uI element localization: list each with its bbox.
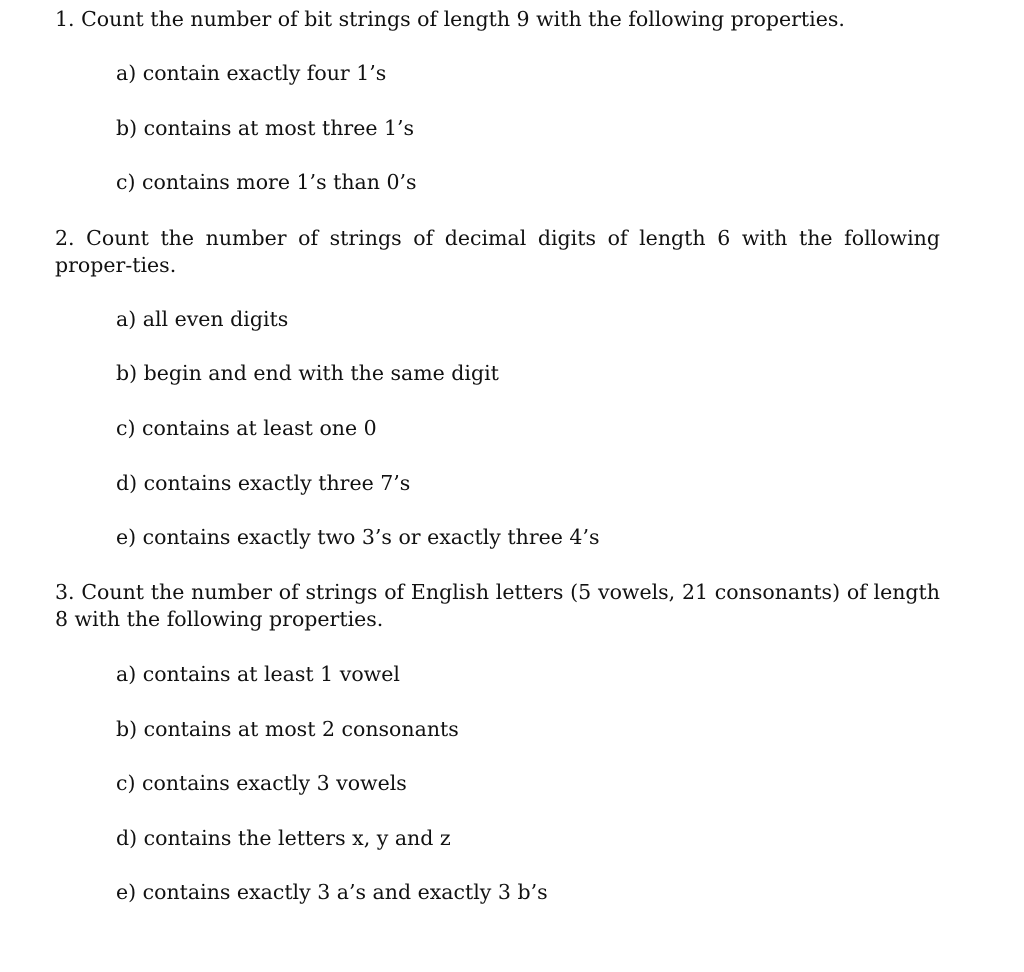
problem-1-part-a: a) contain exactly four 1’s [116, 61, 387, 85]
problem-text: Count the number of strings of English letters (5 vowels, 21 consonants) of length 8 with the following properties. [55, 580, 940, 631]
problem-3-part-c: c) contains exactly 3 vowels [116, 771, 407, 795]
problem-text: Count the number of bit strings of length 9 with the following properties. [81, 7, 845, 31]
problem-number: 1. [55, 7, 75, 31]
problem-2-part-b: b) begin and end with the same digit [116, 361, 499, 385]
problem-number: 2. [55, 226, 75, 250]
problem-2-prompt [55, 225, 940, 279]
problem-number: 3. [55, 580, 75, 604]
problem-1-part-b: b) contains at most three 1’s [116, 116, 415, 140]
problem-1-part-c: c) contains more 1’s than 0’s [116, 170, 417, 194]
problem-1-prompt [55, 6, 940, 33]
problem-3-prompt [55, 579, 940, 633]
problem-3-part-b: b) contains at most 2 consonants [116, 717, 459, 741]
problem-text: Count the number of strings of decimal digits of length 6 with the following proper-ties. [55, 226, 940, 277]
problem-3-part-d: d) contains the letters x, y and z [116, 826, 451, 850]
problem-2-part-e: e) contains exactly two 3’s or exactly three 4’s [116, 525, 600, 549]
problem-2-part-c: c) contains at least one 0 [116, 416, 377, 440]
problem-3-part-a: a) contains at least 1 vowel [116, 662, 400, 686]
problem-2-part-d: d) contains exactly three 7’s [116, 471, 411, 495]
problem-2-part-a: a) all even digits [116, 307, 289, 331]
problem-3-part-e: e) contains exactly 3 a’s and exactly 3 b’s [116, 880, 548, 904]
